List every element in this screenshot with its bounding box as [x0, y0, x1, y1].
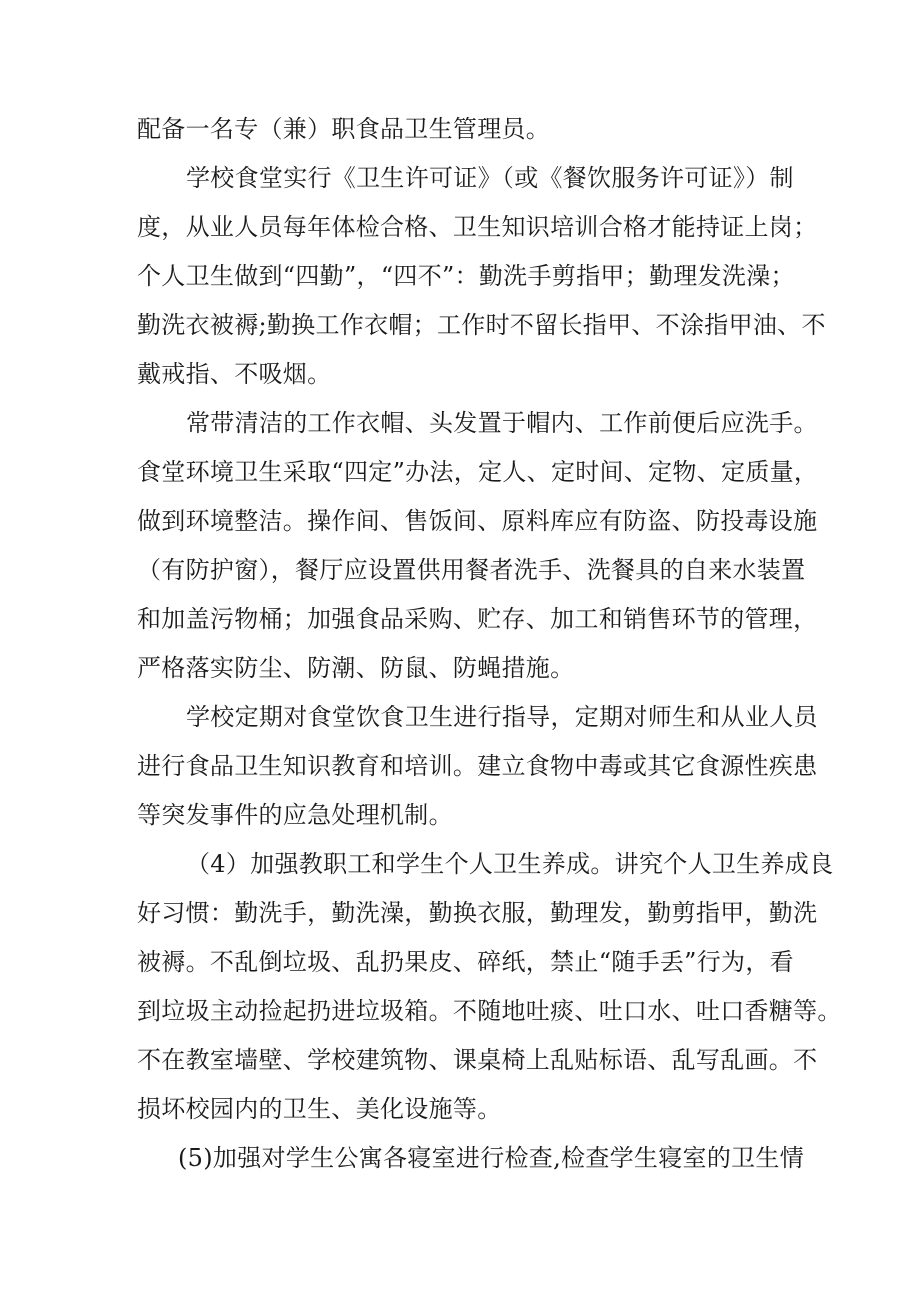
paragraph-start: 学校定期对食堂饮食卫生进行指导，定期对师生和从业人员	[186, 703, 818, 731]
text-line: 好习惯：勤洗手，勤洗澡，勤换衣服，勤理发，勤剪指甲，勤洗	[137, 899, 818, 927]
text-line: 勤洗衣被褥;勤换工作衣帽；工作时不留长指甲、不涂指甲油、不	[137, 311, 826, 339]
text-line: 被褥。不乱倒垃圾、乱扔果皮、碎纸，禁止“随手丢”行为，看	[137, 948, 794, 976]
text-line: 戴戒指、不吸烟。	[137, 360, 332, 388]
text-line: （有防护窗），餐厅应设置供用餐者洗手、洗餐具的自来水装置	[137, 556, 806, 584]
paragraph-start: 学校食堂实行《卫生许可证》（或《餐饮服务许可证》）制	[186, 164, 794, 192]
text-line: 做到环境整洁。操作间、售饭间、原料库应有防盗、防投毒设施	[137, 507, 818, 535]
paragraph-start: （4）加强教职工和学生个人卫生养成。讲究个人卫生养成良	[186, 850, 834, 878]
text-line: 等突发事件的应急处理机制。	[137, 801, 453, 829]
text-line: 进行食品卫生知识教育和培训。建立食物中毒或其它食源性疾患	[137, 752, 818, 780]
text-line: 度，从业人员每年体检合格、卫生知识培训合格才能持证上岗；	[137, 213, 818, 241]
text-line: 个人卫生做到“四勤”，“四不”：勤洗手剪指甲；勤理发洗澡；	[137, 262, 795, 290]
text-line: 到垃圾主动捡起扔进垃圾箱。不随地吐痰、吐口水、吐口香糖等。	[137, 997, 842, 1025]
text-line: 配备一名专（兼）职食品卫生管理员。	[137, 115, 551, 143]
paragraph-start: (5)加强对学生公寓各寝室进行检查,检查学生寝室的卫生情	[178, 1144, 805, 1172]
text-line: 损坏校园内的卫生、美化设施等。	[137, 1095, 502, 1123]
text-line: 不在教室墙壁、学校建筑物、课桌椅上乱贴标语、乱写乱画。不	[137, 1046, 818, 1074]
text-line: 和加盖污物桶；加强食品采购、贮存、加工和销售环节的管理，	[137, 605, 818, 633]
text-line: 食堂环境卫生采取“四定”办法，定人、定时间、定物、定质量，	[137, 458, 819, 486]
paragraph-start: 常带清洁的工作衣帽、头发置于帽内、工作前便后应洗手。	[186, 409, 818, 437]
text-line: 严格落实防尘、防潮、防鼠、防蝇措施。	[137, 654, 575, 682]
